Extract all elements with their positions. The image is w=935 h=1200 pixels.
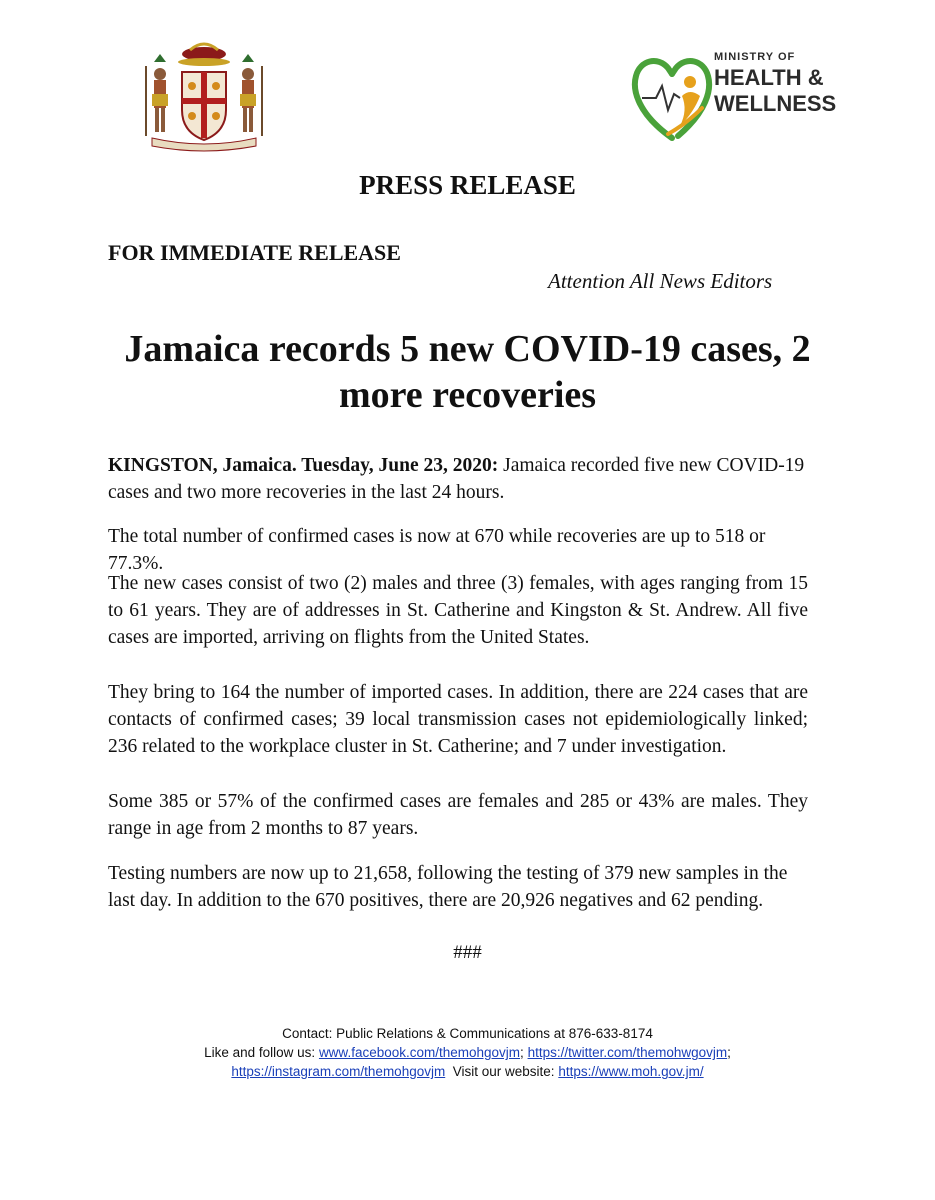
contact-line: Contact: Public Relations & Communications at 876-633-8174: [282, 1026, 653, 1041]
paragraph-testing: Testing numbers are now up to 21,658, following the testing of 379 new samples in the last day. In addition to the 670 positives, there are 20,926 negatives and 62 pending.: [108, 863, 788, 911]
headline-line-1: Jamaica records 5 new COVID-19 cases, 2: [124, 328, 811, 370]
ministry-health-wellness-logo: [628, 38, 837, 152]
immediate-release-label: FOR IMMEDIATE RELEASE: [108, 240, 401, 265]
separator: ;: [727, 1045, 731, 1060]
end-mark: ###: [453, 942, 482, 963]
paragraph-dateline: [108, 452, 808, 506]
paragraph-case-breakdown: They bring to 164 the number of imported cases. In addition, there are 224 cases that are contacts of confirmed cases; 39 local transmission cases not epidemiologically linked; 236 related to the workplace cluster in St. Catherine; and 7 under investigation.: [108, 682, 808, 757]
dateline: KINGSTON, Jamaica. Tuesday, June 23, 2020:: [108, 455, 499, 476]
follow-line: [0, 1043, 935, 1062]
paragraph-new-cases: The new cases consist of two (2) males and three (3) females, with ages ranging from 15 to 61 years. They are of addresses in St. Catherine and Kingston & St. Andrew. All five cases are imported, arriving on flights from the United States.: [108, 573, 808, 648]
headline-line-2: more recoveries: [338, 374, 597, 416]
paragraph-1-text: Jamaica recorded five new COVID-19 cases and two more recoveries in the last 24 hours.: [108, 455, 805, 503]
instagram-link[interactable]: https://instagram.com/themohgovjm: [231, 1064, 446, 1079]
web-line: [0, 1062, 935, 1081]
separator: ;: [520, 1045, 524, 1060]
paragraph-totals: The total number of confirmed cases is now at 670 while recoveries are up to 518 or 77.3%.: [108, 526, 766, 574]
logo-text-wellness: WELLNESS: [714, 91, 837, 116]
logo-text-health: HEALTH &: [714, 65, 824, 90]
attention-editors: Attention All News Editors: [548, 269, 773, 293]
paragraph-demographics: Some 385 or 57% of the confirmed cases are females and 285 or 43% are males. They range in age from 2 months to 87 years.: [108, 791, 808, 839]
logo-text-ministry: MINISTRY OF: [714, 51, 796, 63]
headline: [60, 326, 875, 418]
press-release-title: PRESS RELEASE: [359, 170, 576, 200]
visit-label: Visit our website:: [452, 1064, 555, 1079]
follow-label: Like and follow us:: [204, 1045, 316, 1060]
twitter-link[interactable]: https://twitter.com/themohwgovjm: [527, 1045, 728, 1060]
coat-of-arms-logo: [128, 40, 280, 152]
facebook-link[interactable]: www.facebook.com/themohgovjm: [318, 1045, 521, 1060]
contact-footer: [0, 1024, 935, 1081]
website-link[interactable]: https://www.moh.gov.jm/: [558, 1064, 704, 1079]
